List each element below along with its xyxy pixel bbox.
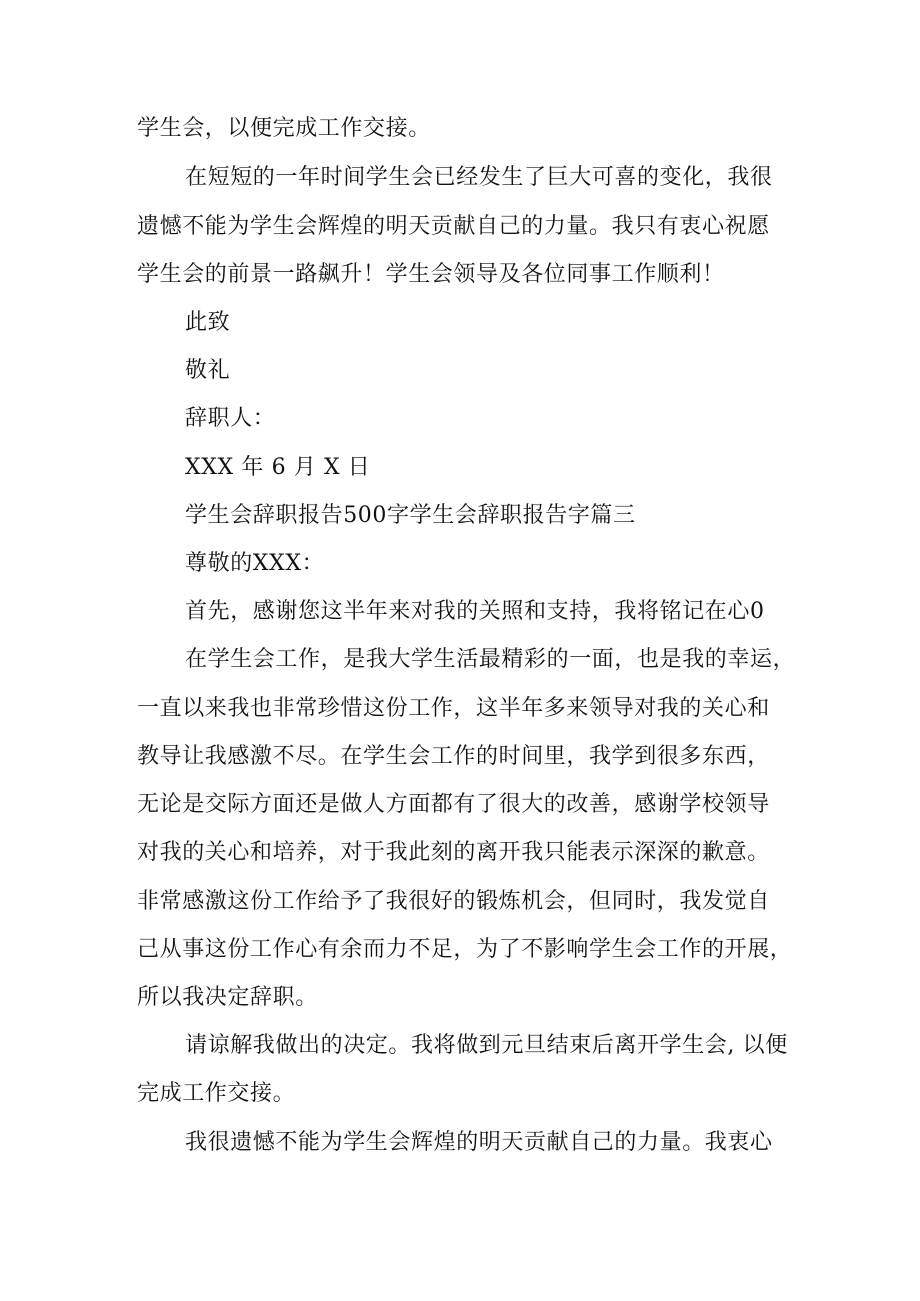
- section-title: 学生会辞职报告500字学生会辞职报告字篇三: [185, 503, 636, 528]
- text-line: 完成工作交接。: [137, 1081, 296, 1106]
- text-line: 一直以来我也非常珍惜这份工作，这半年多来领导对我的关心和: [137, 696, 770, 721]
- text-line: 教导让我感激不尽。在学生会工作的时间里，我学到很多东西，: [137, 744, 770, 769]
- text-line: 我很遗憾不能为学生会辉煌的明天贡献自己的力量。我衷心: [185, 1130, 773, 1155]
- text-line: 在短短的一年时间学生会已经发生了巨大可喜的变化，我很: [185, 165, 773, 190]
- salutation-closing: 此致: [185, 310, 231, 335]
- text-line: 无论是交际方面还是做人方面都有了很大的改善，感谢学校领导: [137, 792, 770, 817]
- salutation-regards: 敬礼: [185, 358, 231, 383]
- date-line: XXX 年 6 月 X 日: [185, 455, 371, 480]
- text-line: 遗憾不能为学生会辉煌的明天贡献自己的力量。我只有衷心祝愿: [137, 214, 770, 239]
- text-line: 在学生会工作，是我大学生活最精彩的一面，也是我的幸运，: [185, 647, 796, 672]
- text-line: 学生会的前景一路飙升！学生会领导及各位同事工作顺利！: [137, 262, 725, 287]
- text-line: 学生会，以便完成工作交接。: [137, 116, 431, 141]
- text-line: 己从事这份工作心有余而力不足，为了不影响学生会工作的开展，: [137, 937, 793, 962]
- text-line: 所以我决定辞职。: [137, 985, 318, 1010]
- recipient-line: 尊敬的XXX：: [185, 551, 325, 576]
- text-line: 对我的关心和培养，对于我此刻的离开我只能表示深深的歉意。: [137, 840, 770, 865]
- signature-label: 辞职人：: [185, 406, 276, 431]
- text-line: 请谅解我做出的决定。我将做到元旦结束后离开学生会, 以便: [185, 1033, 788, 1058]
- text-line: 非常感激这份工作给予了我很好的锻炼机会，但同时，我发觉自: [137, 889, 770, 914]
- text-line: 首先，感谢您这半年来对我的关照和支持，我将铭记在心0: [185, 599, 765, 624]
